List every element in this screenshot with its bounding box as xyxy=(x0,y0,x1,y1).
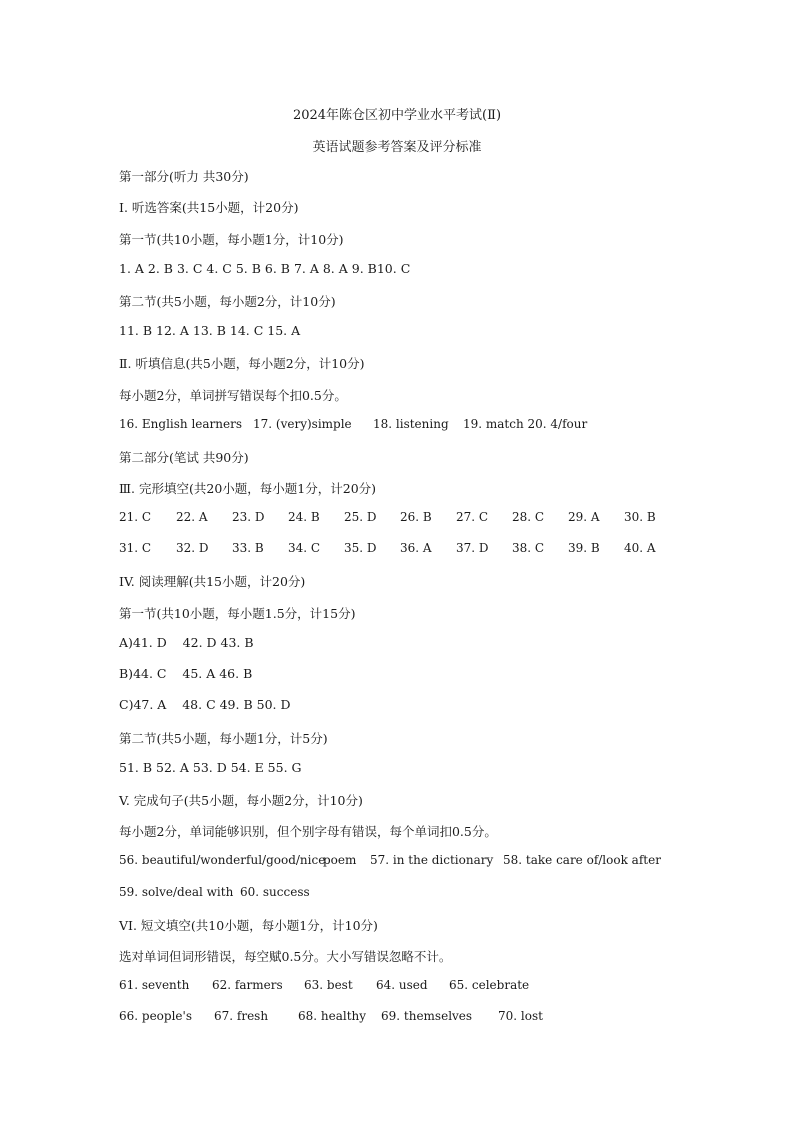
answer-64: 64. used xyxy=(376,978,428,992)
answer-cell: 36. A xyxy=(400,541,432,555)
answer-18: 18. listening xyxy=(373,417,449,431)
part1-heading: 第一部分(听力 共30分) xyxy=(119,169,249,184)
document-subtitle: 英语试题参考答案及评分标准 xyxy=(312,140,482,155)
section4-sub2-heading: 第二节(共5小题，每小题1分，计5分) xyxy=(119,731,328,746)
answer-61: 61. seventh xyxy=(119,978,190,992)
section4-answers-b: B)44. C 45. A 46. B xyxy=(119,666,253,681)
section4-sub2-answers: 51. B 52. A 53. D 54. E 55. G xyxy=(119,760,302,775)
section1-heading: I. 听选答案(共15小题，计20分) xyxy=(119,200,299,215)
section3-row1 xyxy=(0,510,794,526)
answer-68: 68. healthy xyxy=(298,1009,367,1023)
answer-60: 60. success xyxy=(240,885,310,899)
answer-65: 65. celebrate xyxy=(449,978,530,992)
section4-answers-c: C)47. A 48. C 49. B 50. D xyxy=(119,697,291,712)
answer-cell: 29. A xyxy=(568,510,600,524)
answer-70: 70. lost xyxy=(498,1009,543,1023)
answer-cell: 32. D xyxy=(176,541,209,555)
document-title: 2024年陈仓区初中学业水平考试(Ⅱ) xyxy=(292,108,502,123)
answer-57: 57. in the dictionary xyxy=(370,853,494,867)
answer-cell: 35. D xyxy=(344,541,377,555)
answer-56-tail: poem xyxy=(323,853,357,867)
section1-sub1-answers: 1. A 2. B 3. C 4. C 5. B 6. B 7. A 8. A 9. B10. C xyxy=(119,261,411,276)
answer-cell: 28. C xyxy=(512,510,545,524)
answer-63: 63. best xyxy=(304,978,353,992)
section6-answers-row1 xyxy=(0,978,794,994)
answer-cell: 33. B xyxy=(232,541,264,555)
section6-note: 选对单词但词形错误，每空赋0.5分。大小写错误忽略不计。 xyxy=(119,949,452,964)
section3-row2 xyxy=(0,541,794,557)
answer-56: 56. beautiful/wonderful/good/nice xyxy=(119,853,326,867)
section6-answers-row2 xyxy=(0,1009,794,1025)
answer-cell: 31. C xyxy=(119,541,152,555)
section2-answers xyxy=(0,417,794,433)
answer-67: 67. fresh xyxy=(214,1009,269,1023)
section5-answers-row2 xyxy=(0,885,794,901)
section1-sub2-answers: 11. B 12. A 13. B 14. C 15. A xyxy=(119,323,301,338)
section2-note: 每小题2分，单词拼写错误每个扣0.5分。 xyxy=(119,388,347,403)
answer-59: 59. solve/deal with xyxy=(119,885,234,899)
answer-cell: 37. D xyxy=(456,541,489,555)
section2-heading: Ⅱ. 听填信息(共5小题，每小题2分，计10分) xyxy=(119,356,365,371)
answer-cell: 26. B xyxy=(400,510,432,524)
answer-cell: 34. C xyxy=(288,541,321,555)
section5-heading: V. 完成句子(共5小题，每小题2分，计10分) xyxy=(119,793,363,808)
section4-heading: IV. 阅读理解(共15小题，计20分) xyxy=(119,574,306,589)
part2-heading: 第二部分(笔试 共90分) xyxy=(119,450,249,465)
answer-cell: 24. B xyxy=(288,510,320,524)
answer-62: 62. farmers xyxy=(212,978,283,992)
section5-note: 每小题2分，单词能够识别，但个别字母有错误，每个单词扣0.5分。 xyxy=(119,824,497,839)
section4-sub1-heading: 第一节(共10小题，每小题1.5分，计15分) xyxy=(119,606,356,621)
answer-cell: 21. C xyxy=(119,510,152,524)
answer-cell: 39. B xyxy=(568,541,600,555)
answer-19-20: 19. match 20. 4/four xyxy=(463,417,588,431)
section6-heading: VI. 短文填空(共10小题，每小题1分，计10分) xyxy=(119,918,378,933)
answer-cell: 40. A xyxy=(624,541,656,555)
answer-cell: 22. A xyxy=(176,510,208,524)
answer-69: 69. themselves xyxy=(381,1009,473,1023)
section4-answers-a: A)41. D 42. D 43. B xyxy=(119,635,254,650)
answer-16: 16. English learners xyxy=(119,417,242,431)
section1-sub2-heading: 第二节(共5小题，每小题2分，计10分) xyxy=(119,294,336,309)
section3-heading: Ⅲ. 完形填空(共20小题，每小题1分，计20分) xyxy=(119,481,377,496)
answer-cell: 27. C xyxy=(456,510,489,524)
answer-58: 58. take care of/look after xyxy=(503,853,661,867)
answer-cell: 23. D xyxy=(232,510,265,524)
answer-66: 66. people's xyxy=(119,1009,192,1023)
answer-17: 17. (very)simple xyxy=(253,417,352,431)
answer-cell: 38. C xyxy=(512,541,545,555)
section5-answers-row1 xyxy=(0,853,794,869)
answer-cell: 30. B xyxy=(624,510,656,524)
answer-cell: 25. D xyxy=(344,510,377,524)
section1-sub1-heading: 第一节(共10小题，每小题1分，计10分) xyxy=(119,232,344,247)
